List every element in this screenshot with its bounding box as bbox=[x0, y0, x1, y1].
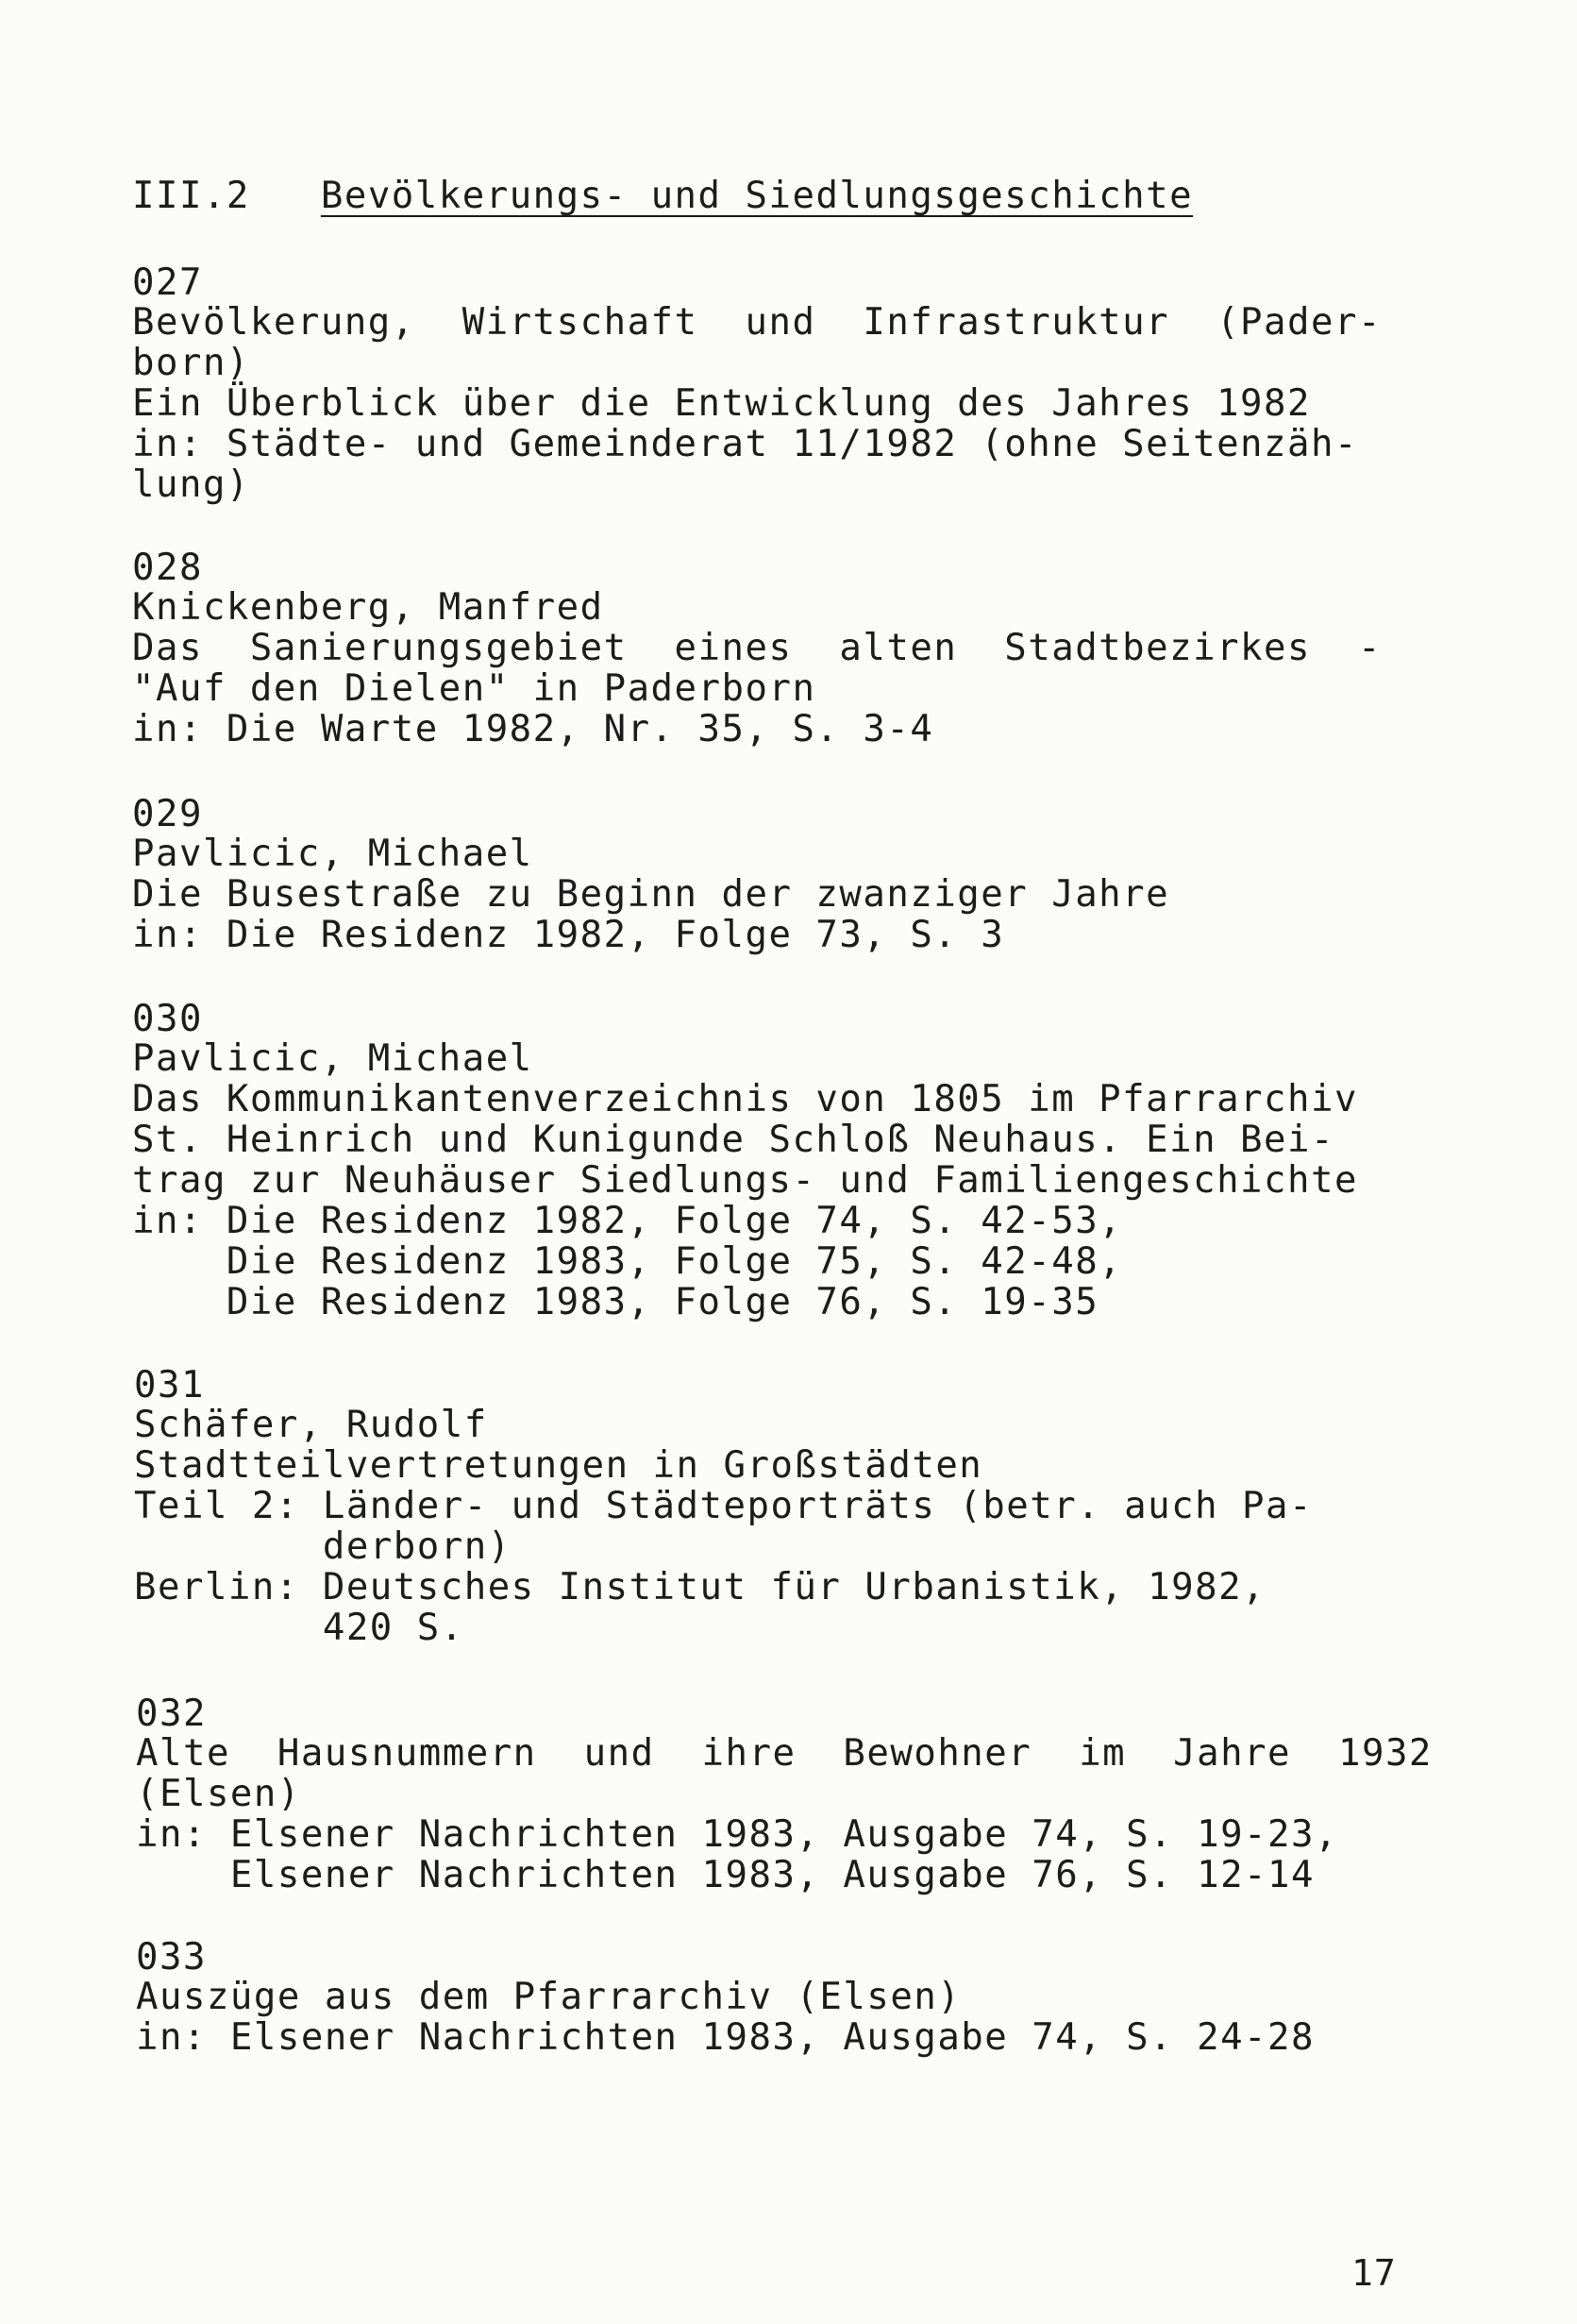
entry-line: Die Residenz 1983, Folge 76, S. 19-35 bbox=[132, 1281, 1099, 1323]
entry-line: Elsener Nachrichten 1983, Ausgabe 76, S. 12-14 bbox=[136, 1854, 1315, 1896]
entry-number: 032 bbox=[136, 1692, 207, 1735]
entry-line: in: Städte- und Gemeinderat 11/1982 (ohne Seitenzäh- bbox=[132, 423, 1358, 465]
section-number: III.2 bbox=[132, 175, 250, 217]
page-number: 17 bbox=[1351, 2252, 1397, 2294]
entry-line: 420 S. bbox=[134, 1607, 464, 1649]
entry-line: Teil 2: Länder- und Städteporträts (betr. auch Pa- bbox=[134, 1485, 1313, 1527]
entry-line: born) bbox=[132, 342, 250, 384]
entry-line: St. Heinrich und Kunigunde Schloß Neuhaus. Ein Bei- bbox=[132, 1119, 1334, 1161]
entry-number: 030 bbox=[132, 998, 203, 1040]
entry-line: in: Die Warte 1982, Nr. 35, S. 3-4 bbox=[132, 708, 934, 750]
entry-line: Pavlicic, Michael bbox=[132, 833, 533, 875]
entry-line: Die Busestraße zu Beginn der zwanziger Jahre bbox=[132, 873, 1170, 916]
entry-number: 029 bbox=[132, 793, 203, 835]
entry-line: Stadtteilvertretungen in Großstädten bbox=[134, 1444, 983, 1487]
entry-line: (Elsen) bbox=[136, 1773, 301, 1815]
entry-line: Alte Hausnummern und ihre Bewohner im Jahre 1932 bbox=[136, 1732, 1433, 1775]
entry-line: in: Die Residenz 1982, Folge 73, S. 3 bbox=[132, 914, 1005, 956]
entry-line: in: Die Residenz 1982, Folge 74, S. 42-53, bbox=[132, 1200, 1123, 1242]
entry-line: lung) bbox=[132, 463, 250, 506]
entry-number: 027 bbox=[132, 261, 203, 304]
section-heading bbox=[132, 176, 1193, 217]
entry-number: 031 bbox=[134, 1364, 205, 1406]
entry-line: Das Kommunikantenverzeichnis von 1805 im Pfarrarchiv bbox=[132, 1078, 1358, 1120]
entry-number: 033 bbox=[136, 1936, 207, 1979]
entry-line: Schäfer, Rudolf bbox=[134, 1404, 488, 1446]
entry-line: Das Sanierungsgebiet eines alten Stadtbezirkes - bbox=[132, 627, 1382, 669]
entry-line: "Auf den Dielen" in Paderborn bbox=[132, 667, 816, 710]
entry-line: Ein Überblick über die Entwicklung des Jahres 1982 bbox=[132, 382, 1311, 425]
entry-line: Berlin: Deutsches Institut für Urbanistik, 1982, bbox=[134, 1566, 1267, 1608]
entry-line: in: Elsener Nachrichten 1983, Ausgabe 74, S. 24-28 bbox=[136, 2016, 1315, 2059]
entry-line: in: Elsener Nachrichten 1983, Ausgabe 74, S. 19-23, bbox=[136, 1813, 1338, 1856]
entry-number: 028 bbox=[132, 547, 203, 589]
section-title: Bevölkerungs- und Siedlungsgeschichte bbox=[320, 175, 1194, 217]
entry-line: Knickenberg, Manfred bbox=[132, 586, 604, 629]
entry-line: Auszüge aus dem Pfarrarchiv (Elsen) bbox=[136, 1976, 962, 2018]
entry-line: derborn) bbox=[134, 1525, 512, 1568]
entry-line: trag zur Neuhäuser Siedlungs- und Familiengeschichte bbox=[132, 1159, 1358, 1202]
entry-line: Bevölkerung, Wirtschaft und Infrastruktur (Pader- bbox=[132, 301, 1382, 344]
entry-line: Die Residenz 1983, Folge 75, S. 42-48, bbox=[132, 1240, 1123, 1283]
entry-line: Pavlicic, Michael bbox=[132, 1037, 533, 1080]
